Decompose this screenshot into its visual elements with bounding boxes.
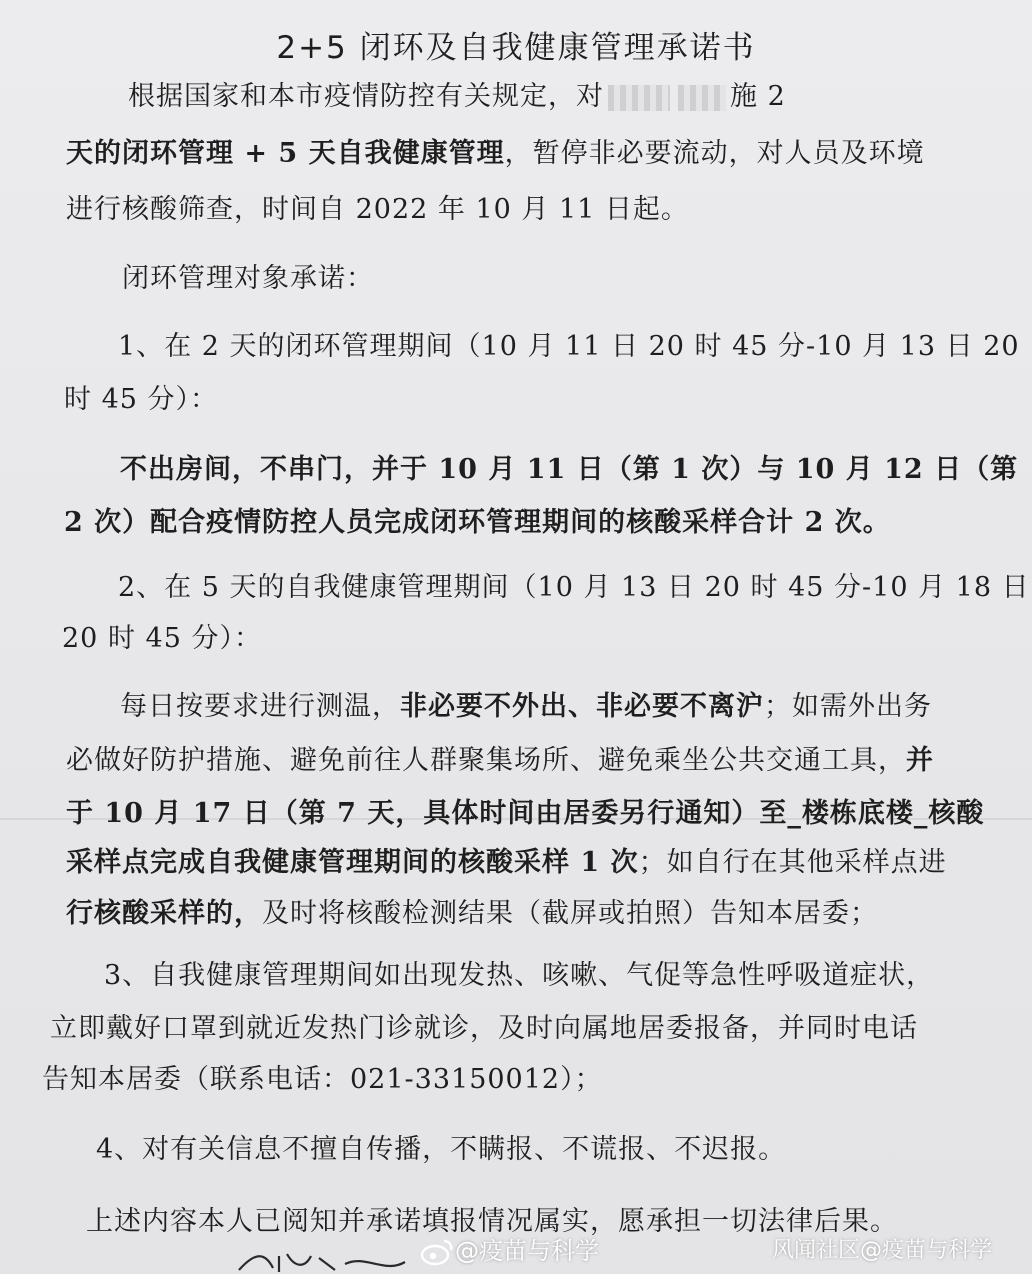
item2-line-2: 20 时 45 分）： [62, 623, 262, 654]
weibo-icon [420, 1238, 454, 1266]
intro-line-3: 进行核酸筛查，时间自 2022 年 10 月 11 日起。 [66, 194, 689, 225]
intro-line-1 [128, 80, 786, 114]
item1-line-1: 1、在 2 天的闭环管理期间（10 月 11 日 20 时 45 分-10 月 13 日 20 [118, 331, 1020, 362]
item2-detail-1-c: ；如需外出务 [764, 691, 932, 722]
intro-line-2 [66, 137, 925, 171]
item2-detail-5 [66, 897, 878, 931]
item2-detail-4-bold: 采样点完成自我健康管理期间的核酸采样 1 次 [66, 847, 639, 878]
item1-detail-2: 2 次）配合疫情防控人员完成闭环管理期间的核酸采样合计 2 次。 [64, 507, 891, 538]
item2-detail-2-a: 必做好防护措施、避免前往人群聚集场所、避免乘坐公共交通工具， [66, 745, 906, 776]
item2-detail-1-bold: 非必要不外出、非必要不离沪 [400, 691, 764, 722]
item4-line: 4、对有关信息不擅自传播，不瞒报、不谎报、不迟报。 [96, 1134, 787, 1165]
handwritten-signature [235, 1248, 435, 1274]
watermark-left: @疫苗与科学 [455, 1237, 599, 1265]
intro-line-1-end: 施 2 [730, 81, 786, 112]
closing-statement: 上述内容本人已阅知并承诺填报情况属实，愿承担一切法律后果。 [86, 1206, 898, 1237]
item1-detail-1: 不出房间，不串门，并于 10 月 11 日（第 1 次）与 10 月 12 日（第 [120, 454, 1019, 485]
item2-detail-5-rest: 及时将核酸检测结果（截屏或拍照）告知本居委； [262, 898, 878, 929]
item2-detail-1 [120, 690, 932, 724]
item3-line-2: 立即戴好口罩到就近发热门诊就诊，及时向属地居委报备，并同时电话 [50, 1013, 918, 1044]
intro-line-2-rest: ，暂停非必要流动，对人员及环境 [504, 138, 925, 169]
watermark-right: 风闻社区@疫苗与科学 [772, 1238, 993, 1263]
intro-line-1-start: 根据国家和本市疫情防控有关规定，对 [128, 81, 604, 112]
item3-line-1: 3、自我健康管理期间如出现发热、咳嗽、气促等急性呼吸道症状， [104, 960, 935, 991]
item2-detail-2-bold: 并 [906, 745, 934, 776]
item2-detail-2 [66, 744, 934, 778]
item1-line-2: 时 45 分）： [64, 384, 219, 415]
item2-detail-5-bold: 行核酸采样的， [66, 898, 262, 929]
document-title: 2+5 闭环及自我健康管理承诺书 [276, 30, 756, 66]
item3-line-3: 告知本居委（联系电话：021-33150012）； [42, 1064, 603, 1095]
intro-bold-phrase: 天的闭环管理 + 5 天自我健康管理 [66, 138, 505, 169]
item2-detail-4-rest: ；如自行在其他采样点进 [638, 847, 947, 878]
section-heading: 闭环管理对象承诺： [122, 263, 374, 294]
item2-detail-3: 于 10 月 17 日（第 7 天，具体时间由居委另行通知）至_楼栋底楼_核酸 [66, 798, 985, 829]
item2-detail-1-a: 每日按要求进行测温， [120, 691, 400, 722]
redacted-text [608, 85, 670, 111]
item2-detail-4 [66, 846, 947, 880]
item2-line-1: 2、在 5 天的自我健康管理期间（10 月 13 日 20 时 45 分-10 月 18 日 [118, 572, 1030, 603]
redacted-text [678, 85, 726, 111]
